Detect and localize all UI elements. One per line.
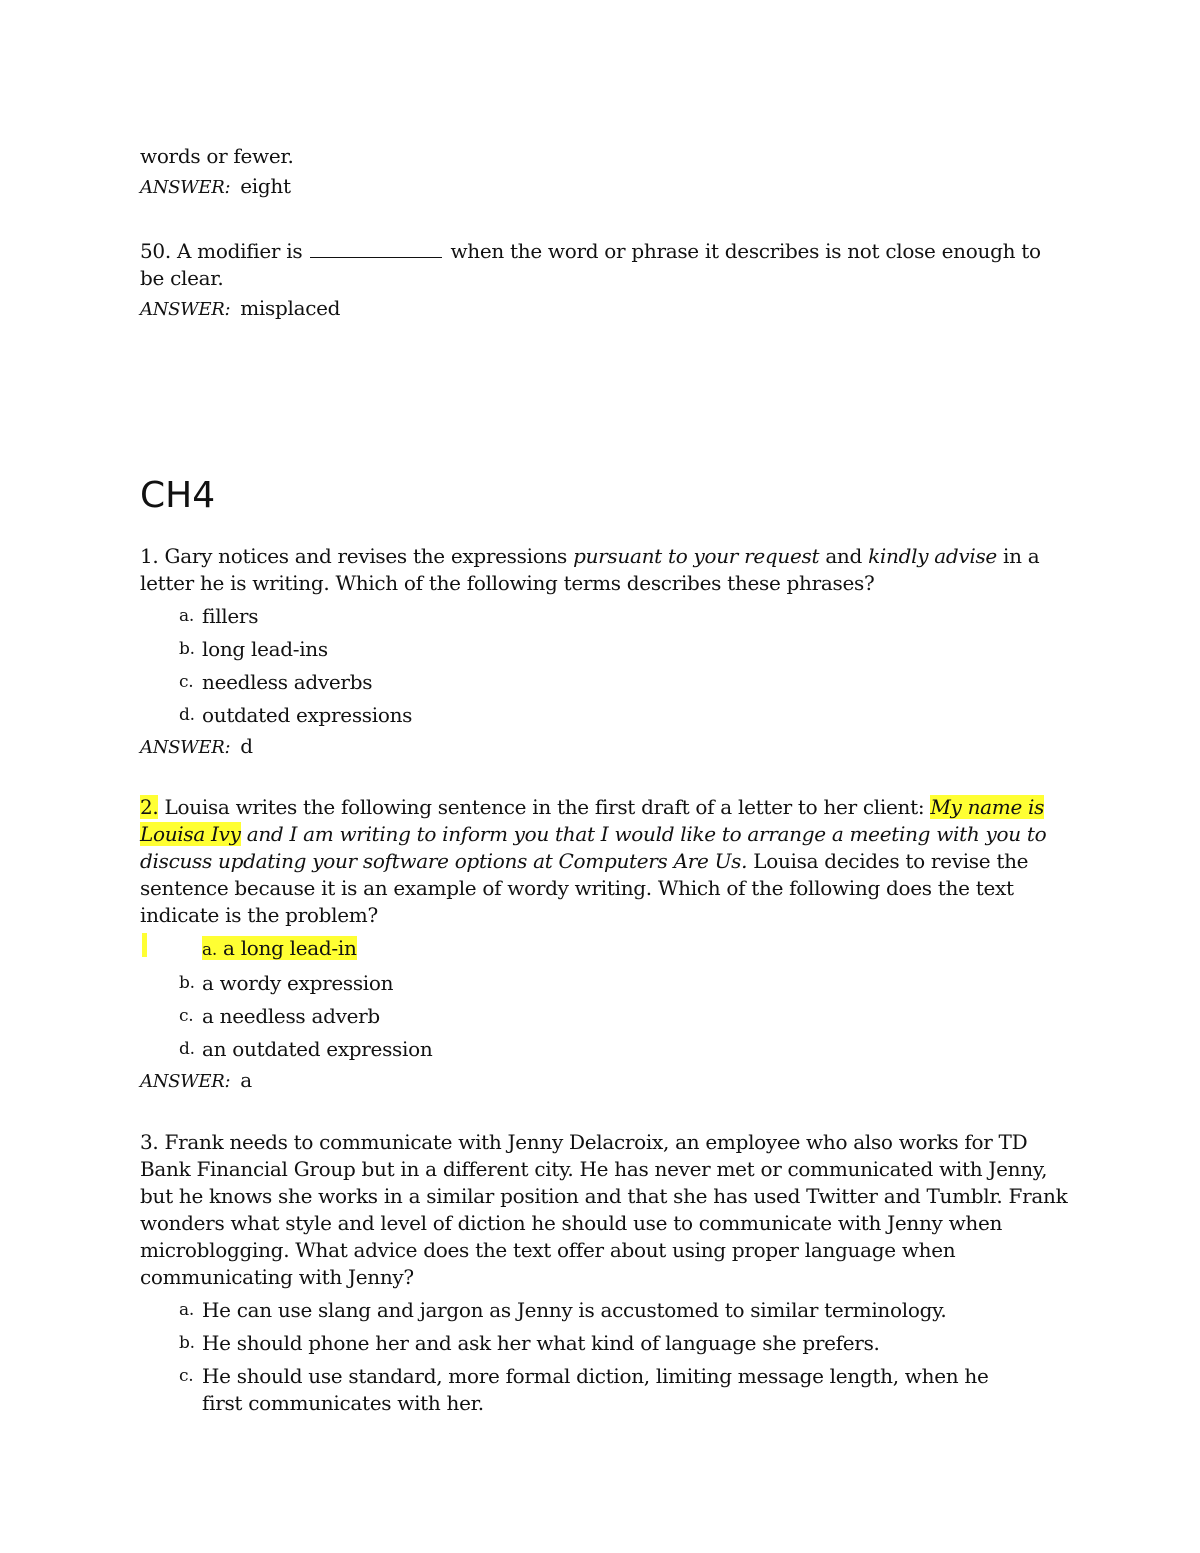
question-49-tail xyxy=(140,143,1070,201)
option-c xyxy=(140,669,1070,696)
question-3 xyxy=(140,1129,1070,1417)
question-number: 3. xyxy=(140,1130,159,1154)
option-letter: d. xyxy=(179,705,195,725)
option-b xyxy=(140,636,1070,663)
question-text-after-blank: when the word or phrase it describes is not close enough to be clear. xyxy=(140,239,1041,290)
option-text: He can use slang and jargon as Jenny is accustomed to similar terminology. xyxy=(202,1298,947,1322)
question-50-answer xyxy=(140,295,1070,323)
option-letter: d. xyxy=(179,1039,195,1059)
option-text: fillers xyxy=(202,604,259,628)
options-list xyxy=(140,603,1070,729)
question-50-stem xyxy=(140,238,1070,292)
question-2-stem xyxy=(140,794,1070,929)
answer-label: ANSWER: xyxy=(140,1071,231,1092)
option-text: an outdated expression xyxy=(202,1037,433,1061)
option-a xyxy=(140,1297,1070,1324)
option-letter: a. xyxy=(179,606,194,626)
options-list xyxy=(140,1297,1070,1417)
question-text: in a letter he is writing. Which of the following terms describes these phrases? xyxy=(140,544,1040,595)
italic-sentence: and I am writing to inform you that I would like to arrange a meeting with you to discuss updating your software options at Computers Are Us. xyxy=(140,822,1047,873)
option-c xyxy=(140,1003,1070,1030)
italic-phrase-1: pursuant to your request xyxy=(573,544,820,568)
question-text: Louisa writes the following sentence in the first draft of a letter to her client: xyxy=(164,795,925,819)
chapter-heading: CH4 xyxy=(140,475,216,516)
answer-label: ANSWER: xyxy=(140,177,231,198)
question-text: Louisa decides to revise the sentence because it is an example of wordy writing. Which of the following does the text indicate is the problem? xyxy=(140,849,1029,927)
option-text: outdated expressions xyxy=(202,703,413,727)
option-text: long lead-ins xyxy=(202,637,328,661)
answer-label: ANSWER: xyxy=(140,737,231,758)
question-50 xyxy=(140,238,1070,323)
answer-value: misplaced xyxy=(240,296,341,320)
option-a xyxy=(140,603,1070,630)
option-text: a needless adverb xyxy=(202,1004,380,1028)
option-d xyxy=(140,1036,1070,1063)
question-number-highlighted: 2. xyxy=(140,795,159,819)
option-d xyxy=(140,702,1070,729)
question-text: Frank needs to communicate with Jenny Delacroix, an employee who also works for TD Bank Financial Group but in a different city. He has never met or communicated with Jenny, but he knows she works in a similar position and that she has used Twitter and Tumblr. Frank wonders what style and level of diction he should use to communicate with Jenny when microblogging. What advice does the text offer about using proper language when communicating with Jenny? xyxy=(140,1130,1068,1289)
option-text: a wordy expression xyxy=(202,971,394,995)
option-letter: a. xyxy=(202,940,217,960)
highlighted-italic-phrase: My name is Louisa Ivy xyxy=(140,795,1045,846)
answer-value: a xyxy=(240,1068,252,1092)
options-list xyxy=(140,935,1070,1063)
option-text: He should use standard, more formal diction, limiting message length, when he first communicates with her. xyxy=(202,1364,989,1415)
question-49-continuation: words or fewer. xyxy=(140,144,294,168)
option-letter: b. xyxy=(179,639,195,659)
option-letter: c. xyxy=(179,672,194,692)
question-1-stem xyxy=(140,543,1070,597)
option-text: a long lead-in xyxy=(223,936,357,960)
option-text: He should phone her and ask her what kind of language she prefers. xyxy=(202,1331,880,1355)
answer-value: eight xyxy=(240,174,291,198)
option-letter: b. xyxy=(179,1333,195,1353)
option-text: needless adverbs xyxy=(202,670,373,694)
option-letter: b. xyxy=(179,973,195,993)
question-text-before-blank: A modifier is xyxy=(176,239,303,263)
option-letter: a. xyxy=(179,1300,194,1320)
question-text: Gary notices and revises the expressions xyxy=(164,544,567,568)
question-number: 50. xyxy=(140,239,171,263)
answer-label: ANSWER: xyxy=(140,299,231,320)
question-1 xyxy=(140,543,1070,761)
answer-value: d xyxy=(240,734,253,758)
question-number: 1. xyxy=(140,544,159,568)
option-letter: c. xyxy=(179,1366,194,1386)
question-2 xyxy=(140,794,1070,1095)
question-49-answer xyxy=(140,173,1070,201)
italic-phrase-2: kindly advise xyxy=(868,544,997,568)
question-3-stem xyxy=(140,1129,1070,1291)
option-b xyxy=(140,1330,1070,1357)
question-2-answer xyxy=(140,1067,1070,1095)
fill-in-blank xyxy=(310,239,442,258)
option-letter: c. xyxy=(179,1006,194,1026)
question-text: and xyxy=(825,544,863,568)
option-a-highlight xyxy=(202,936,357,960)
option-a xyxy=(140,935,1070,964)
highlight-marker xyxy=(142,933,147,957)
option-c xyxy=(140,1363,1070,1417)
option-b xyxy=(140,970,1070,997)
question-1-answer xyxy=(140,733,1070,761)
